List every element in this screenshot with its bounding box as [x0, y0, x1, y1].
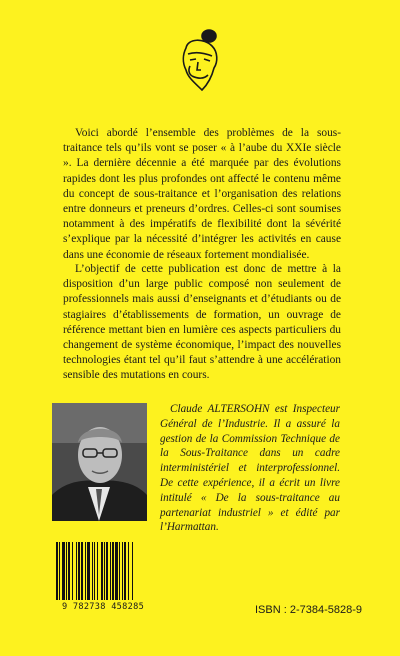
barcode-bar [104, 542, 105, 600]
barcode-bar [76, 542, 77, 600]
publisher-logo [178, 26, 224, 96]
objective-paragraph: L’objectif de cette publication est donc de mettre à la disposition d’un large public composé non seulement de professionnels mais aussi d’enseignants et d’étudiants ou de stagiaires d’établissements de formation, un ouvrage de référence mettant bien en lumière ces aspects particuliers du changement de système économique, l’impact des nouvelles technologies étant tel qu’il faut s’attendre à une accélération sensible des mutations en cours. [63, 263, 341, 382]
barcode-bar [106, 542, 108, 600]
barcode-bar [81, 542, 83, 600]
barcode-bar [72, 542, 73, 600]
barcode-bar [128, 542, 129, 600]
barcode-bar [78, 542, 80, 600]
barcode-bar [68, 542, 70, 600]
barcode-bar [92, 542, 93, 600]
barcode-bar [97, 542, 98, 600]
barcode-bar [56, 542, 58, 600]
barcode-bar [115, 542, 118, 600]
barcode-bar [59, 542, 60, 600]
author-bio: Claude ALTERSOHN est Inspecteur Général de l’Industrie. Il a assuré la gestion de la Commission Technique de la Sous-Traitance dans un cadre interministériel et interprofessionnel. De cette expérience, il a écrit un livre intitulé « De la sous-traitance au partenariat industriel » et édité par l’Harmattan. [160, 403, 340, 534]
barcode-bar [132, 542, 133, 600]
barcode-number: 9 782738 458285 [61, 602, 145, 612]
barcode-bar [94, 542, 95, 600]
barcode-bar [122, 542, 123, 600]
barcode-bar [124, 542, 126, 600]
intro-paragraph: Voici abordé l’ensemble des problèmes de la sous-traitance tels qu’ils vont se poser « à l’aube du XXIe siècle ». La dernière décennie a été marquée par des évolutions rapides dont les plus profondes ont affecté le contenu même du concept de sous-traitance et l’organisation des relations entre donneurs et preneurs d’ordres. Celles-ci sont soumises notamment à des impératifs de flexibilité dont la sévérité s’explique par la nécessité d’intégrer les activités en cause dans une économie de réseaux fortement mondialisée. [63, 127, 341, 261]
barcode-bar [110, 542, 111, 600]
barcode-bar [119, 542, 120, 600]
barcode-bars [54, 542, 154, 600]
isbn: ISBN : 2-7384-5828-9 [255, 604, 363, 616]
barcode-bar [85, 542, 86, 600]
barcode-bar [66, 542, 67, 600]
author-photo [52, 403, 147, 521]
barcode-bar [101, 542, 103, 600]
barcode-bar [87, 542, 90, 600]
barcode [48, 540, 158, 620]
barcode-bar [112, 542, 114, 600]
barcode-bar [62, 542, 65, 600]
